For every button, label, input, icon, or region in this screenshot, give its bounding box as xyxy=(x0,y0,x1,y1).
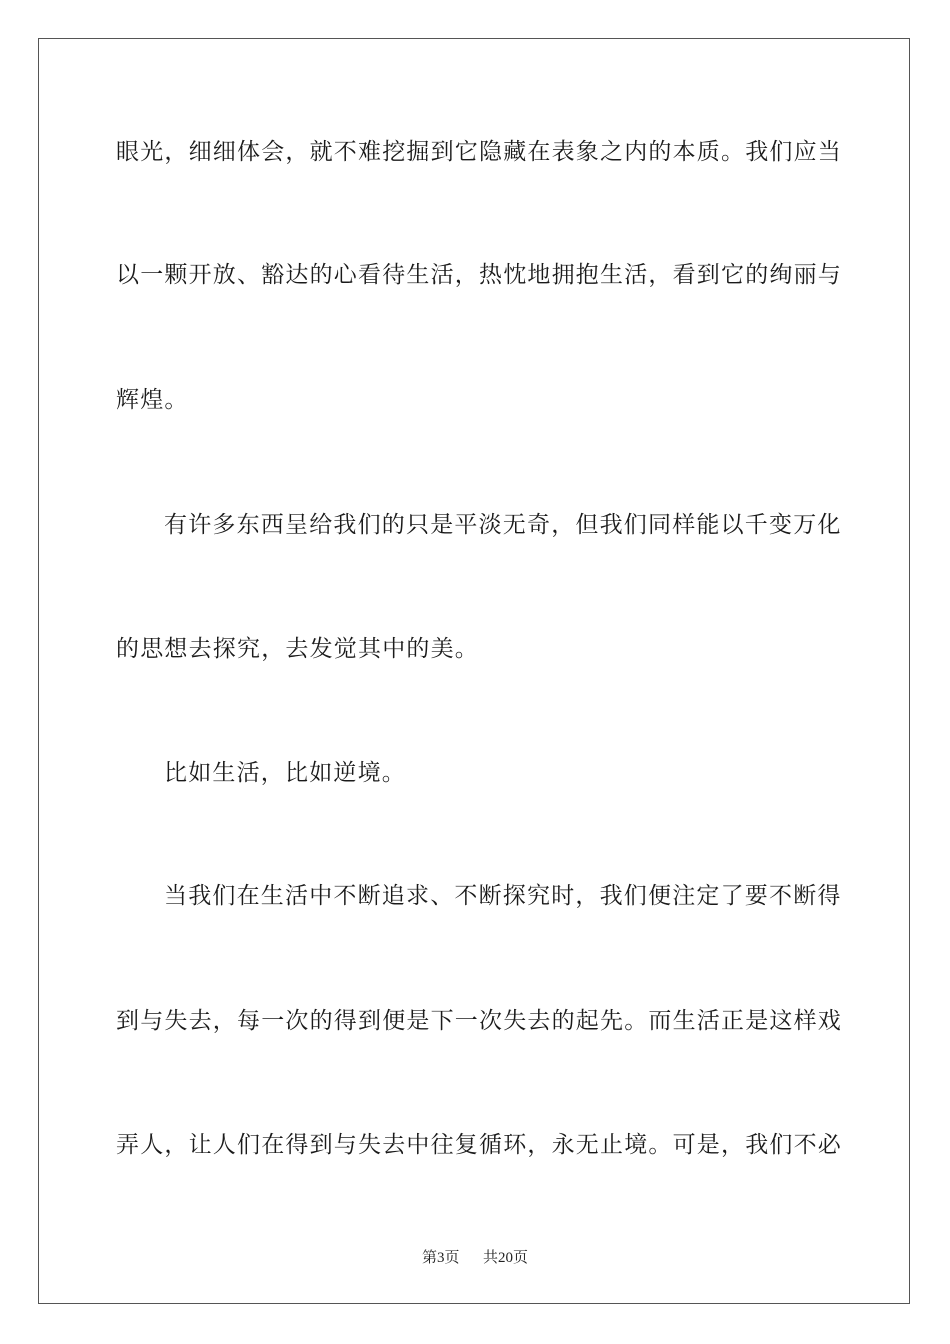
page-total: 共20页 xyxy=(483,1250,529,1266)
text-line-8: 到与失去，每一次的得到便是下一次失去的起先。而生活正是这样戏 xyxy=(116,1008,842,1034)
text-line-5: 的思想去探究，去发觉其中的美。 xyxy=(116,636,479,662)
text-line-2: 以一颗开放、豁达的心看待生活，热忱地拥抱生活，看到它的绚丽与 xyxy=(116,262,842,288)
text-line-3: 辉煌。 xyxy=(116,387,189,413)
text-line-1: 眼光，细细体会，就不难挖掘到它隐藏在表象之内的本质。我们应当 xyxy=(116,139,842,165)
page-number: 第3页 xyxy=(421,1250,460,1266)
text-line-6: 比如生活，比如逆境。 xyxy=(164,760,406,786)
text-line-4: 有许多东西呈给我们的只是平淡无奇，但我们同样能以千变万化 xyxy=(164,512,842,538)
text-line-9: 弄人，让人们在得到与失去中往复循环，永无止境。可是，我们不必 xyxy=(116,1132,842,1158)
page-footer xyxy=(0,1246,950,1267)
page-border xyxy=(38,38,910,1304)
text-line-7: 当我们在生活中不断追求、不断探究时，我们便注定了要不断得 xyxy=(164,883,842,909)
